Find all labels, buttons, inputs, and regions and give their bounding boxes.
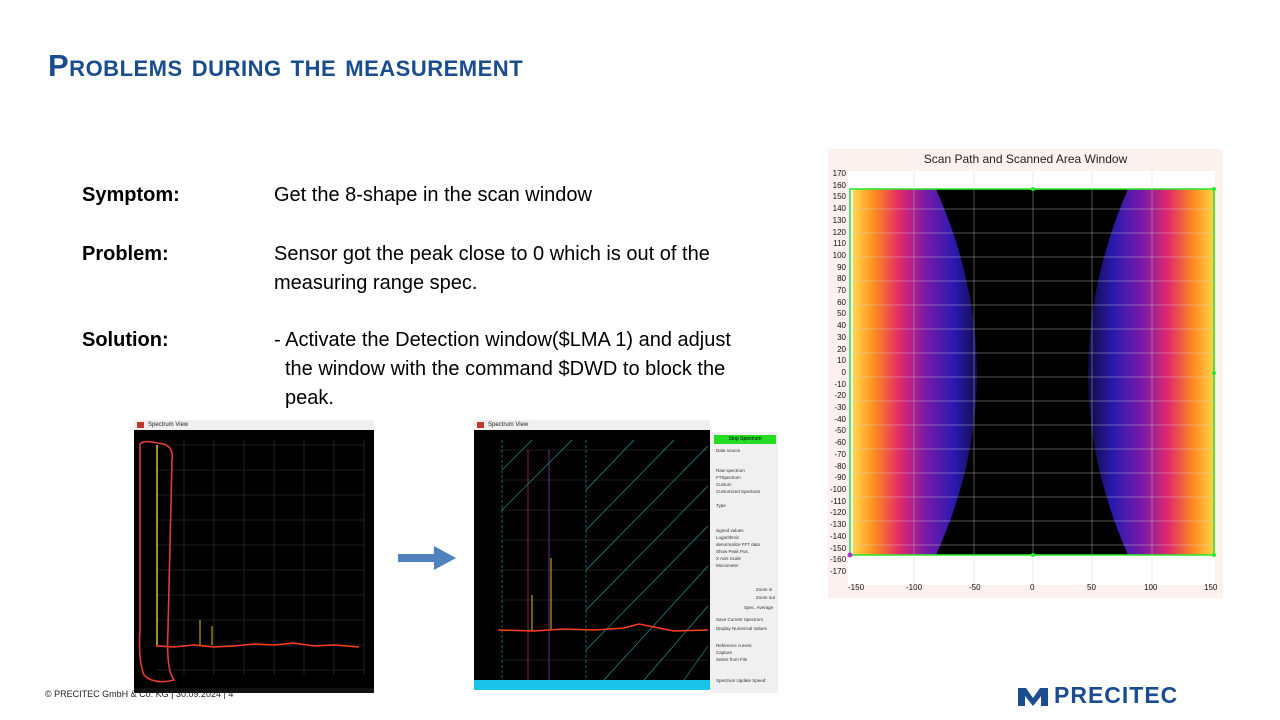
precitec-logo-icon <box>1018 686 1048 706</box>
y-tick: -20 <box>834 391 846 401</box>
x-tick: 100 <box>1144 583 1158 592</box>
symptom-label: Symptom: <box>82 184 180 206</box>
spectrum-plot-before <box>134 430 374 690</box>
y-tick: -10 <box>834 379 846 389</box>
y-tick: 170 <box>832 169 846 178</box>
panel-item[interactable]: Zoom in <box>756 587 773 592</box>
symptom-text: Get the 8-shape in the scan window <box>274 184 592 206</box>
solution-label: Solution: <box>82 329 169 351</box>
solution-text-line1: - Activate the Detection window($LMA 1) and adjust <box>274 329 731 351</box>
y-tick: -40 <box>834 414 846 424</box>
y-axis-tick-labels <box>830 168 846 578</box>
problem-text-line2: measuring range spec. <box>274 272 478 294</box>
spectrum-window-titlebar <box>134 420 374 430</box>
y-tick: 60 <box>837 297 846 307</box>
brand-name: PRECITEC <box>1054 682 1179 708</box>
solution-text-line2: the window with the command $DWD to block the <box>285 358 726 380</box>
solution-text-line3: peak. <box>285 387 334 409</box>
panel-item: Customized Spectrum <box>716 489 761 494</box>
y-tick: -150 <box>830 543 847 553</box>
spectrum-screenshot-before <box>134 420 374 690</box>
spectrum-status-bar <box>474 680 710 690</box>
panel-item: Spec. Average <box>744 605 774 610</box>
y-tick: 40 <box>837 321 846 331</box>
page-title: Problems during the measurement <box>48 48 524 83</box>
y-tick: 10 <box>837 356 846 366</box>
y-tick: 110 <box>833 239 846 249</box>
y-tick: -160 <box>830 555 847 565</box>
x-tick: 0 <box>1030 583 1035 592</box>
y-tick: -130 <box>830 520 847 530</box>
y-tick: -80 <box>834 461 846 471</box>
x-tick: 50 <box>1087 583 1096 592</box>
y-tick: 30 <box>837 332 846 342</box>
app-icon-right <box>477 422 484 428</box>
y-tick: -110 <box>830 496 846 506</box>
y-tick: -170 <box>830 566 847 576</box>
panel-item[interactable]: Display Numerical Values <box>716 626 767 631</box>
panel-item[interactable]: Select from File <box>716 657 748 662</box>
y-tick: 150 <box>832 192 846 202</box>
spectrum-control-panel <box>710 432 778 693</box>
panel-item[interactable]: Custom <box>716 482 732 487</box>
solution-text <box>274 326 794 413</box>
scan-heatmap <box>828 149 1223 598</box>
problem-text-line1: Sensor got the peak close to 0 which is out of the <box>274 243 710 265</box>
problem-row <box>82 240 802 300</box>
panel-item[interactable]: denormalize FFT data <box>716 542 760 547</box>
y-tick: -30 <box>834 403 846 413</box>
y-tick: 20 <box>837 344 846 354</box>
panel-item: Data source <box>716 448 741 453</box>
problem-label: Problem: <box>82 243 169 265</box>
panel-item[interactable]: signed values <box>716 528 744 533</box>
x-tick: -150 <box>848 583 865 592</box>
right-arrow-icon <box>398 545 458 573</box>
y-tick: -50 <box>834 426 846 436</box>
panel-item: Reference curves: <box>716 643 753 648</box>
stop-spectrum-button[interactable]: Stop Spectrum <box>714 435 776 444</box>
y-tick: 130 <box>832 215 846 225</box>
x-tick: -50 <box>969 583 981 592</box>
y-tick: -70 <box>834 449 846 459</box>
y-tick: 100 <box>832 250 846 260</box>
y-tick: 90 <box>837 262 846 272</box>
y-tick: -140 <box>830 531 847 541</box>
x-tick: 150 <box>1204 583 1218 592</box>
panel-item[interactable]: Micrometer <box>716 563 739 568</box>
brand-logo <box>1018 682 1178 709</box>
panel-item[interactable]: Zoom out <box>756 595 776 600</box>
panel-item[interactable]: Show Peak Pos. <box>716 549 750 554</box>
scan-path-chart <box>828 149 1223 598</box>
y-tick: 160 <box>832 180 846 190</box>
y-tick: 0 <box>841 367 846 377</box>
y-tick: -60 <box>834 438 846 448</box>
y-tick: -120 <box>830 508 847 518</box>
problem-text <box>274 240 794 298</box>
panel-item[interactable]: FTSpectrum <box>716 475 741 480</box>
footer-copyright: © PRECITEC GmbH & Co. KG | 30.09.2024 | 4 <box>45 689 234 699</box>
y-tick: 70 <box>837 286 846 296</box>
panel-item: Type <box>716 503 726 508</box>
y-tick: 80 <box>837 274 846 284</box>
y-tick: 140 <box>832 204 846 214</box>
solution-row <box>82 326 802 416</box>
spectrum-window-titlebar-right <box>474 420 710 430</box>
app-icon <box>137 422 144 428</box>
x-tick: -100 <box>906 583 923 592</box>
scan-chart-title: Scan Path and Scanned Area Window <box>923 152 1128 166</box>
panel-item: X Axis Scale <box>716 556 742 561</box>
y-tick: 120 <box>832 227 846 237</box>
y-tick: -100 <box>830 484 847 494</box>
symptom-row <box>82 181 802 211</box>
spectrum-plot-after <box>474 430 710 682</box>
spectrum-window-title: Spectrum View <box>148 422 189 428</box>
spectrum-screenshot-after <box>474 420 710 682</box>
y-tick: -90 <box>834 473 846 483</box>
panel-item: Spectrum Update Speed: <box>716 678 767 683</box>
panel-item[interactable]: Raw spectrum <box>716 468 745 473</box>
spectrum-window-title-right: Spectrum View <box>488 422 529 428</box>
y-tick: 50 <box>837 309 846 319</box>
panel-item[interactable]: Logarithmic <box>716 535 740 540</box>
panel-item[interactable]: Capture <box>716 650 733 655</box>
panel-item[interactable]: Save Current Spectrum <box>716 617 764 622</box>
